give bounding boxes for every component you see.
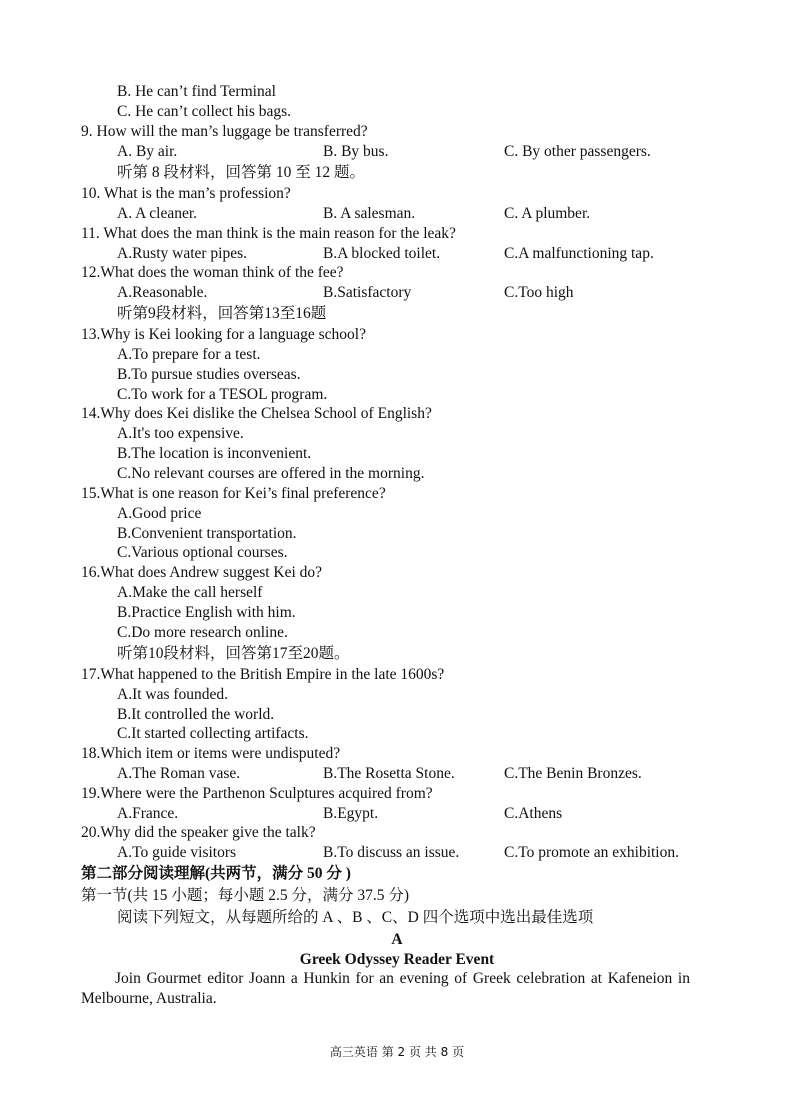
- option-line: A.France.: [117, 805, 179, 822]
- option-line: C. A plumber.: [504, 205, 591, 222]
- option-line: C.To work for a TESOL program.: [117, 386, 328, 403]
- option-line: C.A malfunctioning tap.: [504, 245, 654, 262]
- option-line: B.Egypt.: [323, 805, 379, 822]
- question-line: 16.What does Andrew suggest Kei do?: [81, 564, 323, 581]
- question-line: 19.Where were the Parthenon Sculptures acquired from?: [81, 785, 433, 802]
- option-line: A. By air.: [117, 143, 178, 160]
- option-line: 听第10段材料，回答第17至20题。: [117, 645, 350, 662]
- option-line: B.The Rosetta Stone.: [323, 765, 455, 782]
- option-line: B.A blocked toilet.: [323, 245, 441, 262]
- question-line: 10. What is the man’s profession?: [81, 185, 291, 202]
- option-line: A.Good price: [117, 505, 202, 522]
- option-line: A. A cleaner.: [117, 205, 198, 222]
- option-line: B.Satisfactory: [323, 284, 412, 301]
- option-line: A.It was founded.: [117, 686, 229, 703]
- option-line: C.Athens: [504, 805, 563, 822]
- question-line: 20.Why did the speaker give the talk?: [81, 824, 316, 841]
- option-line: A.Make the call herself: [117, 584, 263, 601]
- question-line: 第二部分阅读理解(共两节，满分 50 分 ): [81, 865, 351, 882]
- option-line: C.No relevant courses are offered in the morning.: [117, 465, 425, 482]
- option-line: B. By bus.: [323, 143, 389, 160]
- question-line: 12.What does the woman think of the fee?: [81, 264, 344, 281]
- question-line: 15.What is one reason for Kei’s final preference?: [81, 485, 386, 502]
- option-line: B. He can’t find Terminal: [117, 83, 276, 100]
- page-footer: 高三英语 第 2 页 共 8 页: [329, 1045, 465, 1059]
- question-line: 18.Which item or items were undisputed?: [81, 745, 341, 762]
- option-line: C.Do more research online.: [117, 624, 288, 641]
- option-line: B.The location is inconvenient.: [117, 445, 312, 462]
- option-line: B. A salesman.: [323, 205, 416, 222]
- passage-paragraph: Join Gourmet editor Joann a Hunkin for an evening of Greek celebration at Kafeneion in Melbourne, Australia.: [81, 970, 690, 1007]
- option-line: C. He can’t collect his bags.: [117, 103, 292, 120]
- option-line: A.To guide visitors: [117, 844, 237, 861]
- option-line: 听第9段材料，回答第13至16题: [117, 305, 327, 322]
- question-line: 9. How will the man’s luggage be transferred?: [81, 123, 368, 140]
- question-line: 14.Why does Kei dislike the Chelsea School of English?: [81, 405, 432, 422]
- option-line: B.It controlled the world.: [117, 706, 275, 723]
- option-line: C.Too high: [504, 284, 574, 301]
- question-line: 11. What does the man think is the main reason for the leak?: [81, 225, 456, 242]
- option-line: C.It started collecting artifacts.: [117, 725, 309, 742]
- section-heading: Greek Odyssey Reader Event: [299, 951, 495, 968]
- option-line: C.To promote an exhibition.: [504, 844, 679, 861]
- option-line: 阅读下列短文，从每题所给的 A 、B 、C、D 四个选项中选出最佳选项: [117, 909, 594, 926]
- option-line: A.It's too expensive.: [117, 425, 244, 442]
- option-line: B.To pursue studies overseas.: [117, 366, 301, 383]
- option-line: C.Various optional courses.: [117, 544, 288, 561]
- option-line: A.Rusty water pipes.: [117, 245, 248, 262]
- option-line: C.The Benin Bronzes.: [504, 765, 642, 782]
- question-line: 17.What happened to the British Empire in the late 1600s?: [81, 666, 445, 683]
- question-line: 13.Why is Kei looking for a language school?: [81, 326, 366, 343]
- option-line: B.Practice English with him.: [117, 604, 296, 621]
- option-line: C. By other passengers.: [504, 143, 651, 160]
- option-line: B.To discuss an issue.: [323, 844, 460, 861]
- option-line: A.To prepare for a test.: [117, 346, 261, 363]
- option-line: A.The Roman vase.: [117, 765, 241, 782]
- option-line: B.Convenient transportation.: [117, 525, 297, 542]
- question-line: 第一节(共 15 小题；每小题 2.5 分，满分 37.5 分): [81, 887, 410, 904]
- option-line: A.Reasonable.: [117, 284, 208, 301]
- section-heading: A: [391, 931, 403, 948]
- option-line: 听第 8 段材料，回答第 10 至 12 题。: [117, 164, 366, 181]
